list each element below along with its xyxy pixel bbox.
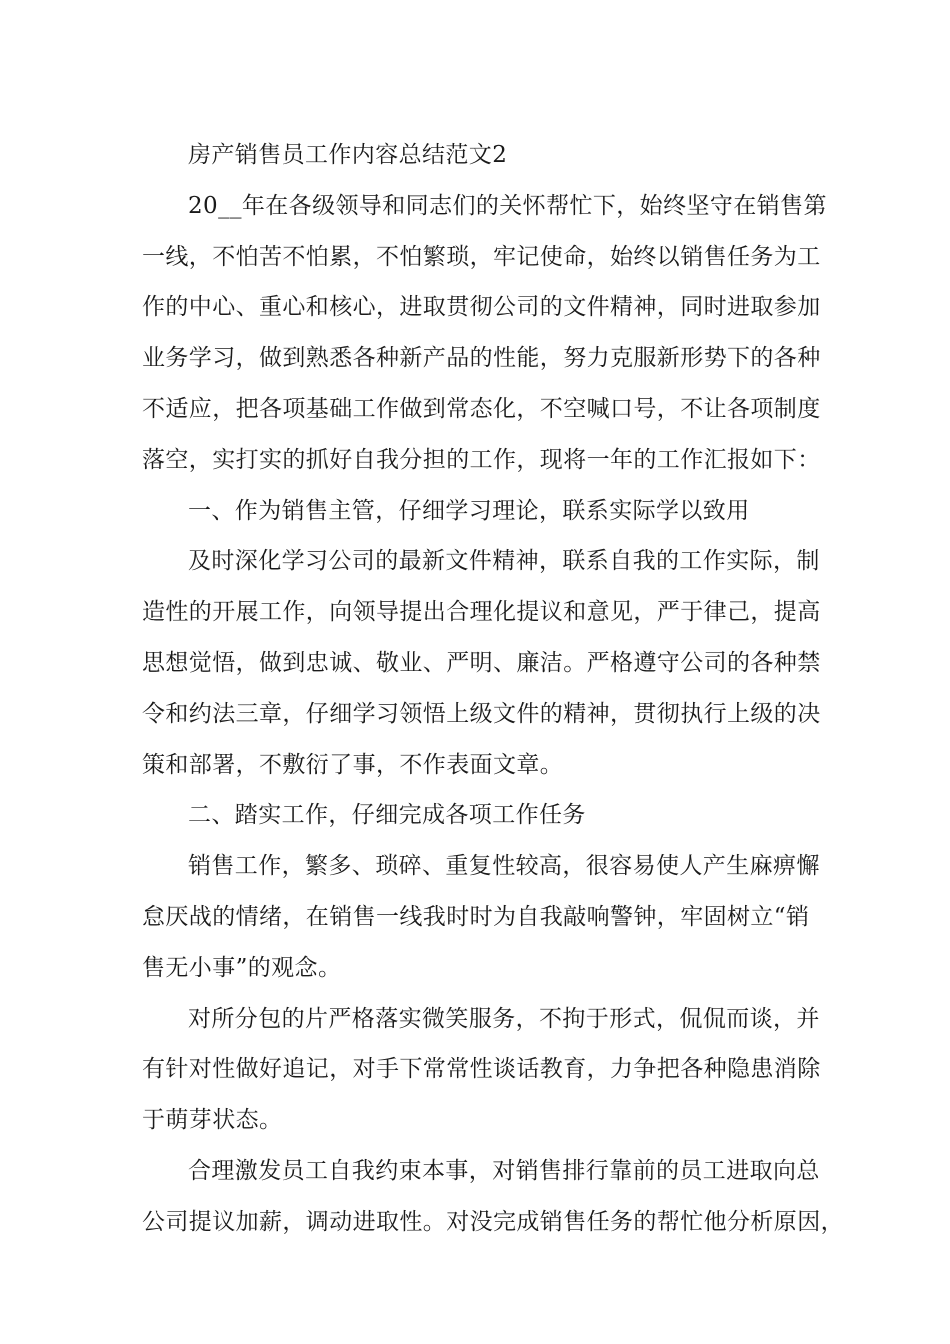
- paragraph-section-2a: [142, 841, 820, 993]
- paragraph-line: 令和约法三章，仔细学习领悟上级文件的精神，贯彻执行上级的决: [142, 700, 821, 727]
- section-heading-2: [142, 790, 808, 841]
- paragraph-section-2b: [142, 994, 821, 1146]
- paragraph-line: 一线，不怕苦不怕累，不怕繁琐，牢记使命，始终以销售任务为工: [142, 243, 821, 270]
- paragraph-line: 合理激发员工自我约束本事，对销售排行靠前的员工进取向总: [188, 1157, 820, 1184]
- paragraph-line: 不适应，把各项基础工作做到常态化，不空喊口号，不让各项制度: [142, 395, 821, 422]
- title-line: 房产销售员工作内容总结范文2: [188, 142, 508, 168]
- paragraph-line: 落空，实打实的抓好自我分担的工作，现将一年的工作汇报如下：: [142, 446, 821, 473]
- heading-line: 二、踏实工作，仔细完成各项工作任务: [188, 802, 586, 829]
- paragraph-line: 20__年在各级领导和同志们的关怀帮忙下，始终坚守在销售第: [188, 192, 827, 219]
- paragraph-line: 业务学习，做到熟悉各种新产品的性能，努力克服新形势下的各种: [142, 345, 821, 372]
- paragraph-line: 造性的开展工作，向领导提出合理化提议和意见，严于律己，提高: [142, 599, 821, 626]
- paragraph-line: 及时深化学习公司的最新文件精神，联系自我的工作实际，制: [188, 548, 820, 575]
- document-title: [142, 130, 808, 181]
- heading-line: 一、作为销售主管，仔细学习理论，联系实际学以致用: [188, 497, 750, 524]
- paragraph-line: 于萌芽状态。: [142, 1107, 283, 1134]
- paragraph-line: 策和部署，不敷衍了事，不作表面文章。: [142, 751, 564, 778]
- document-body: [142, 130, 844, 1248]
- paragraph-intro: [142, 181, 827, 486]
- paragraph-section-2c: [142, 1146, 844, 1248]
- paragraph-line: 有针对性做好追记，对手下常常性谈话教育，力争把各种隐患消除: [142, 1056, 821, 1083]
- paragraph-line: 售无小事”的观念。: [142, 954, 342, 981]
- paragraph-line: 作的中心、重心和核心，进取贯彻公司的文件精神，同时进取参加: [142, 294, 821, 321]
- paragraph-line: 公司提议加薪，调动进取性。对没完成销售任务的帮忙他分析原因，: [142, 1208, 844, 1235]
- paragraph-line: 销售工作，繁多、琐碎、重复性较高，很容易使人产生麻痹懈: [188, 853, 820, 880]
- paragraph-line: 怠厌战的情绪，在销售一线我时时为自我敲响警钟，牢固树立“销: [142, 903, 810, 930]
- paragraph-line: 思想觉悟，做到忠诚、敬业、严明、廉洁。严格遵守公司的各种禁: [142, 649, 821, 676]
- paragraph-line: 对所分包的片严格落实微笑服务，不拘于形式，侃侃而谈，并: [188, 1005, 820, 1032]
- section-heading-1: [142, 486, 808, 537]
- paragraph-section-1: [142, 536, 821, 790]
